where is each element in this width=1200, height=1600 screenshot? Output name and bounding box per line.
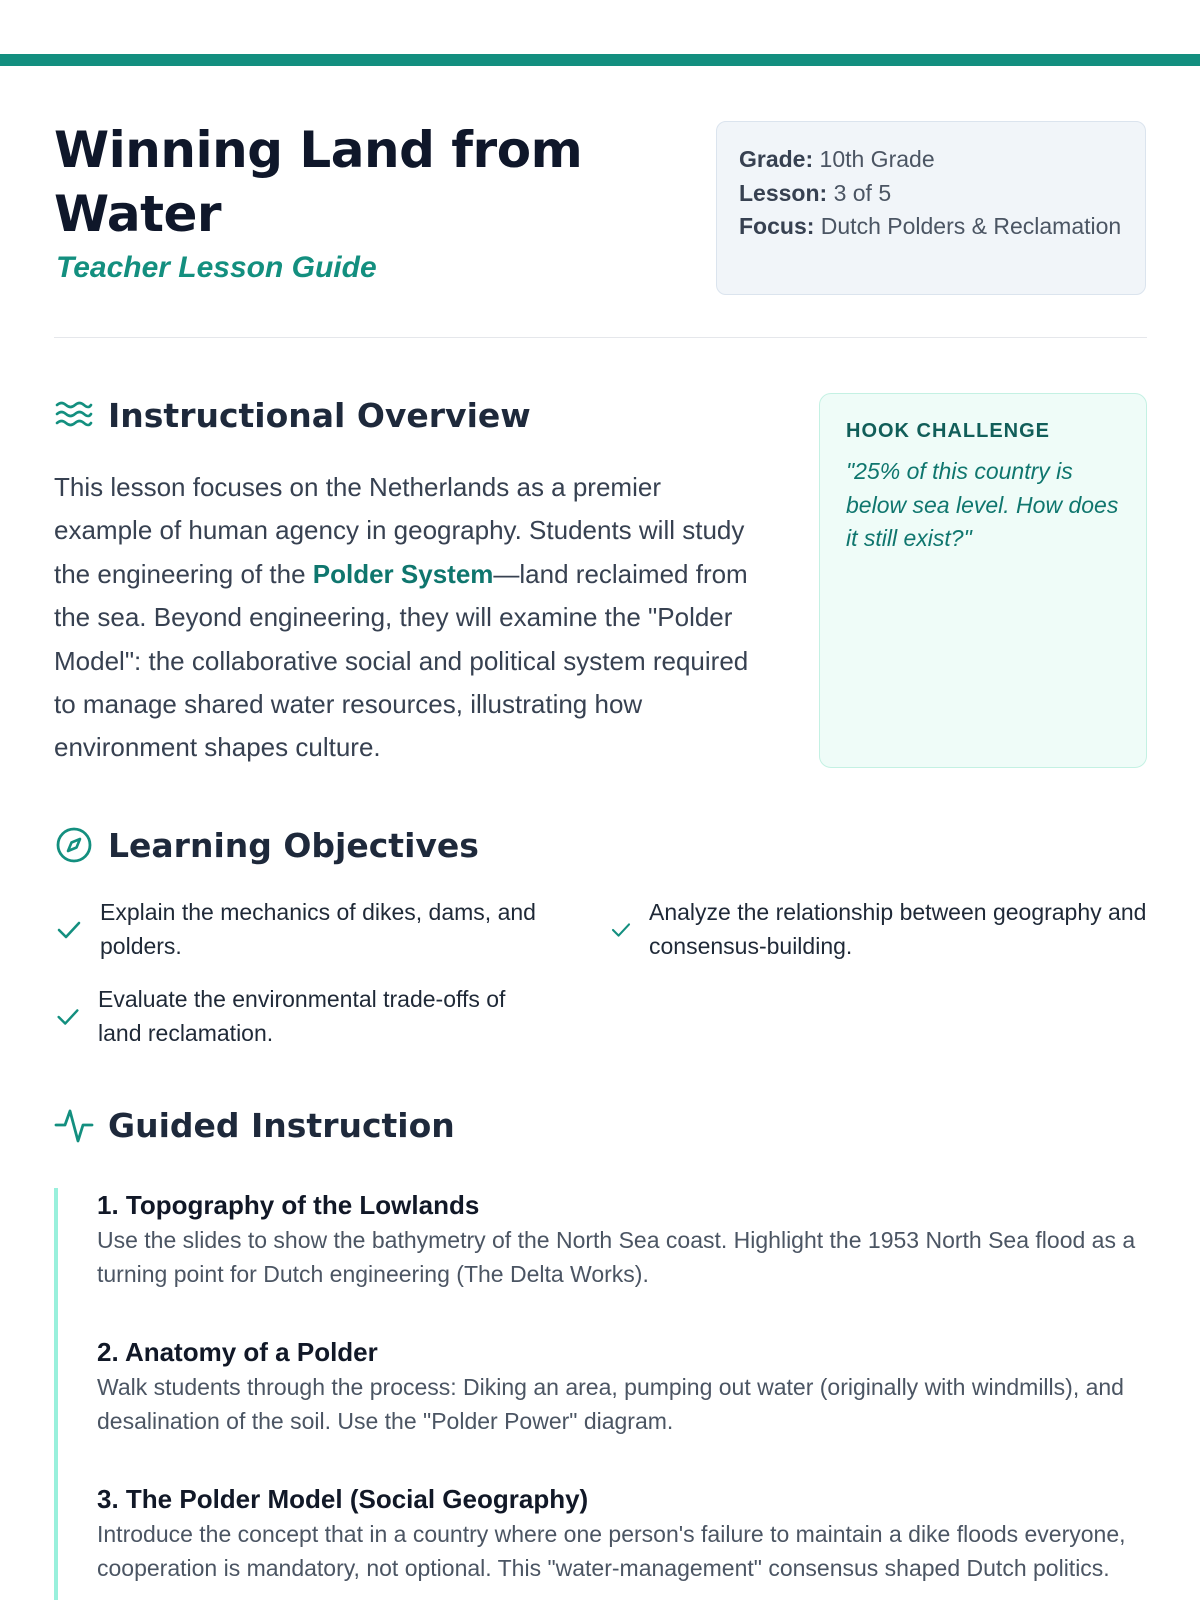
top-accent-bar — [0, 54, 1200, 66]
guided-steps — [54, 1188, 1151, 1600]
objective-item — [54, 983, 554, 1050]
polder-system-highlight: Polder System — [312, 558, 494, 589]
guided-section-header — [54, 1103, 455, 1147]
guided-step — [97, 1188, 1157, 1291]
meta-grade-value: 10th Grade — [819, 146, 935, 172]
check-icon — [54, 1003, 82, 1031]
objectives-section-header — [54, 823, 479, 867]
check-icon — [609, 918, 633, 942]
guided-step — [97, 1335, 1157, 1438]
overview-section-header — [54, 393, 531, 437]
meta-lesson — [739, 177, 1123, 211]
objective-text: Evaluate the environmental trade-offs of land reclamation. — [98, 986, 506, 1046]
hook-quote: "25% of this country is below sea level. How does it still exist?" — [846, 458, 1119, 551]
header-divider — [54, 337, 1147, 338]
objective-item — [609, 896, 1149, 963]
waves-icon — [54, 395, 94, 435]
lesson-meta-card — [716, 121, 1146, 295]
meta-grade — [739, 143, 1123, 177]
meta-lesson-value: 3 of 5 — [833, 179, 892, 206]
check-icon — [54, 915, 84, 945]
step-title: 1. Topography of the Lowlands — [97, 1190, 480, 1220]
overview-text-end: —land reclaimed from the sea. Beyond engineering, they will examine the "Polder Model": the collaborative social and political system required to manage shared water resources, illustrating how environment shapes culture. — [54, 558, 749, 763]
page-subtitle: Teacher Lesson Guide — [56, 251, 377, 284]
overview-paragraph — [54, 466, 754, 770]
meta-lesson-label: Lesson: — [739, 179, 828, 206]
compass-icon — [54, 825, 94, 865]
meta-grade-label: Grade: — [739, 146, 814, 172]
step-title: 3. The Polder Model (Social Geography) — [97, 1484, 589, 1514]
overview-text-start: This lesson focuses on the Netherlands as a premier example of human agency in geography. Students will study the engineering of the — [54, 472, 745, 589]
objective-text: Analyze the relationship between geography and consensus-building. — [649, 899, 1147, 959]
step-description: Use the slides to show the bathymetry of the North Sea coast. Highlight the 1953 North Sea flood as a turning point for Dutch engineering (The Delta Works). — [97, 1227, 1136, 1287]
meta-focus-value: Dutch Polders & Reclamation — [820, 213, 1122, 239]
hook-challenge-card — [819, 393, 1147, 768]
step-description: Introduce the concept that in a country where one person's failure to maintain a dike floods everyone, cooperation is mandatory, not optional. This "water-management" consensus shaped Dutch politics. — [97, 1521, 1126, 1581]
step-title: 2. Anatomy of a Polder — [97, 1337, 378, 1367]
overview-heading: Instructional Overview — [108, 395, 531, 435]
guided-step — [97, 1482, 1157, 1585]
page-title: Winning Land from Water — [54, 121, 583, 243]
hook-label: HOOK CHALLENGE — [846, 420, 1050, 442]
objective-item — [54, 896, 594, 963]
meta-focus — [739, 210, 1123, 244]
step-description: Walk students through the process: Diking an area, pumping out water (originally with windmills), and desalination of the soil. Use the "Polder Power" diagram. — [97, 1374, 1124, 1434]
objective-text: Explain the mechanics of dikes, dams, and polders. — [100, 899, 536, 959]
objectives-heading: Learning Objectives — [108, 825, 479, 865]
meta-focus-label: Focus: — [739, 213, 815, 239]
guided-heading: Guided Instruction — [108, 1105, 455, 1145]
activity-icon — [54, 1105, 94, 1145]
